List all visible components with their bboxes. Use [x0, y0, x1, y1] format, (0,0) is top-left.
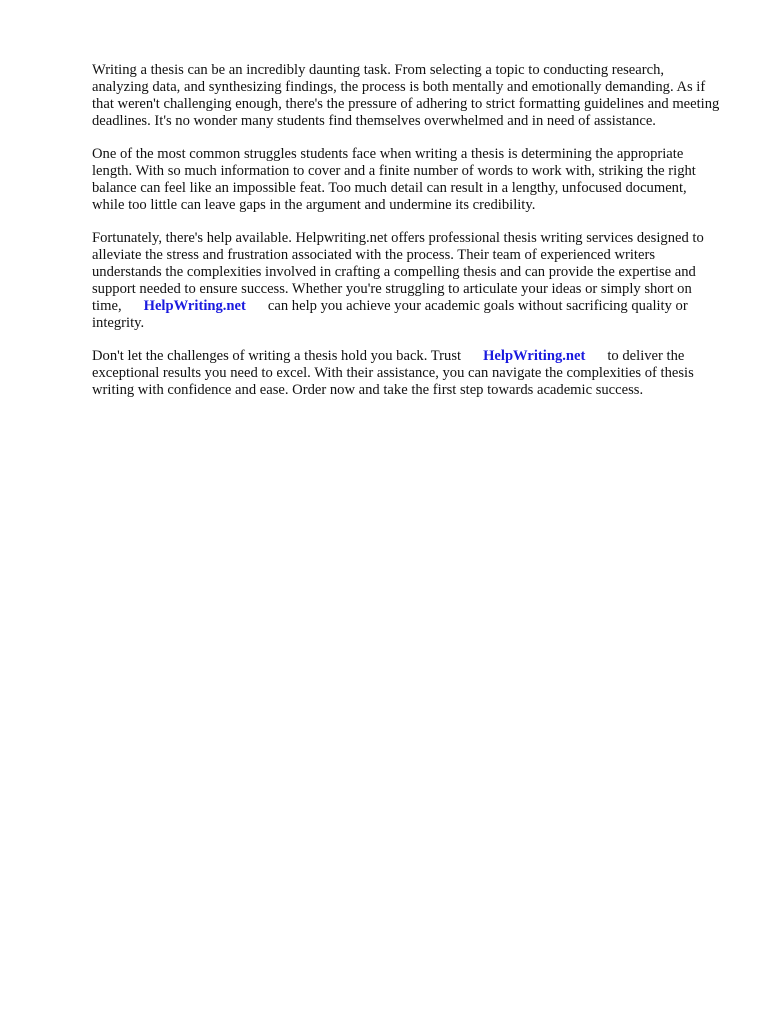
paragraph-help: [92, 230, 722, 332]
paragraph-closing-text-after: to deliver the exceptional results you need to excel. With their assistance, you can navigate the complexities of thesis writing with confidence and ease. Order now and take the first step towards academic success.: [92, 348, 694, 398]
paragraph-closing-text-before: Don't let the challenges of writing a thesis hold you back. Trust: [92, 348, 462, 364]
paragraph-help-text-after: can help you achieve your academic goals without sacrificing quality or integrity.: [92, 298, 688, 331]
paragraph-length: One of the most common struggles students face when writing a thesis is determining the appropriate length. With so much information to cover and a finite number of words to work with, striking the right balance can feel like an impossible feat. Too much detail can result in a lengthy, unfocused document, while too little can leave gaps in the argument and undermine its credibility.: [92, 146, 696, 213]
paragraph-closing: [92, 348, 722, 399]
paragraph-help-text-before: Fortunately, there's help available. Helpwriting.net offers professional thesis writing services designed to alleviate the stress and frustration associated with the process. Their team of experienced writers understands the complexities involved in crafting a compelling thesis and can provide the expertise and support needed to ensure success. Whether you're struggling to articulate your ideas or simply short on time,: [92, 230, 704, 314]
document-page: [92, 62, 722, 415]
helpwriting-link[interactable]: HelpWriting.net: [143, 298, 246, 314]
paragraph-intro: Writing a thesis can be an incredibly daunting task. From selecting a topic to conducting research, analyzing data, and synthesizing findings, the process is both mentally and emotionally demanding. As if that weren't challenging enough, there's the pressure of adhering to strict formatting guidelines and meeting deadlines. It's no wonder many students find themselves overwhelmed and in need of assistance.: [92, 62, 720, 129]
helpwriting-link-second[interactable]: HelpWriting.net: [483, 348, 586, 364]
